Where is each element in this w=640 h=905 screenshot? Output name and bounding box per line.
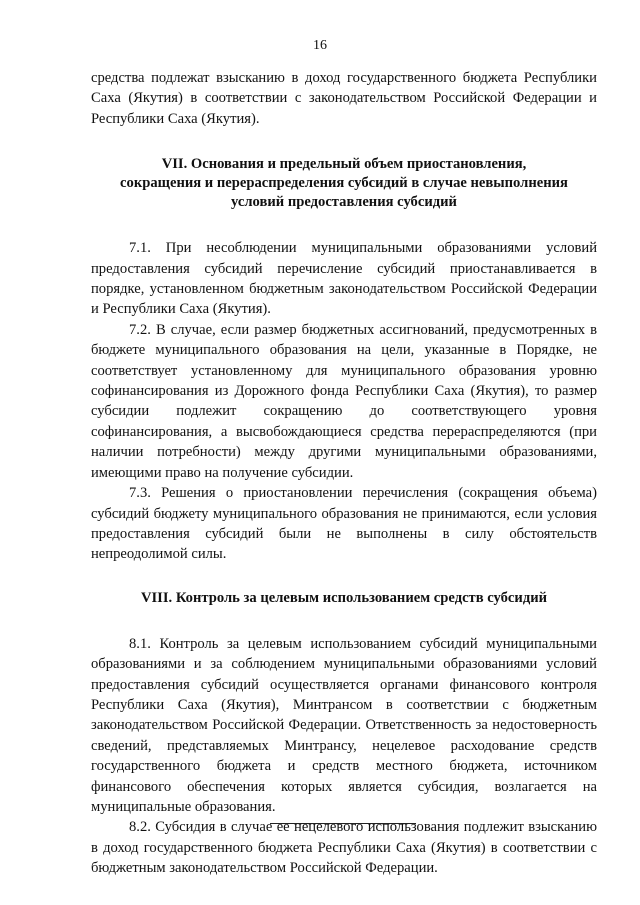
section-7-heading-line-1: VII. Основания и предельный объем приостановления, (161, 156, 527, 173)
section-7-heading-line-3: условий предоставления субсидий (231, 194, 457, 211)
document-body (91, 68, 597, 879)
paragraph-7-3: 7.3. Решения о приостановлении перечисления (сокращения объема) субсидий бюджету муниципального образования не принимаются, если условия предоставления субсидий были не выполнены в силу обстоятельств непреодолимой силы. (91, 485, 597, 563)
section-7-heading (91, 155, 597, 212)
paragraph-8-1: 8.1. Контроль за целевым использованием субсидий муниципальными образованиями и за соблюдением муниципальными образованиями условий предоставления субсидий осуществляется органами финансового контроля Республики Саха (Якутия), Минтрансом в соответствии с бюджетным законодательством Российской Федерации. Ответственность за недостоверность сведений, представляемых Минтрансу, нецелевое расходование средств государственного бюджета и средств местного бюджета, источником финансового обеспечения которых является субсидия, возлагается на муниципальные образования. (91, 635, 597, 815)
end-separator-line (270, 823, 416, 824)
paragraph-8-2: 8.2. Субсидия в случае ее нецелевого использования подлежит взысканию в доход государственного бюджета Республики Саха (Якутия) в соответствии с бюджетным законодательством Российской Федерации. (91, 819, 597, 877)
paragraph-7-1: 7.1. При несоблюдении муниципальными образованиями условий предоставления субсидий перечисление субсидий приостанавливается в порядке, установленном бюджетным законодательством Российской Федерации и Республики Саха (Якутия). (91, 240, 597, 318)
section-7-heading-line-2: сокращения и перераспределения субсидий в случае невыполнения (120, 175, 568, 192)
page-number: 16 (313, 38, 327, 53)
intro-paragraph: средства подлежат взысканию в доход государственного бюджета Республики Саха (Якутия) в соответствии с законодательством Российской Федерации и Республики Саха (Якутия). (91, 70, 597, 127)
section-8-heading: VIII. Контроль за целевым использованием средств субсидий (140, 589, 548, 606)
paragraph-7-2: 7.2. В случае, если размер бюджетных ассигнований, предусмотренных в бюджете муниципального образования на цели, указанные в Порядке, не соответствует установленному для муниципального образования уровню софинансирования из Дорожного фонда Республики Саха (Якутия), то размер субсидии подлежит сокращению до соответствующего уровня софинансирования, а высвобождающиеся средства перераспределяются (при наличии потребности) между другими муниципальными образованиями, имеющими право на получение субсидии. (91, 321, 597, 481)
